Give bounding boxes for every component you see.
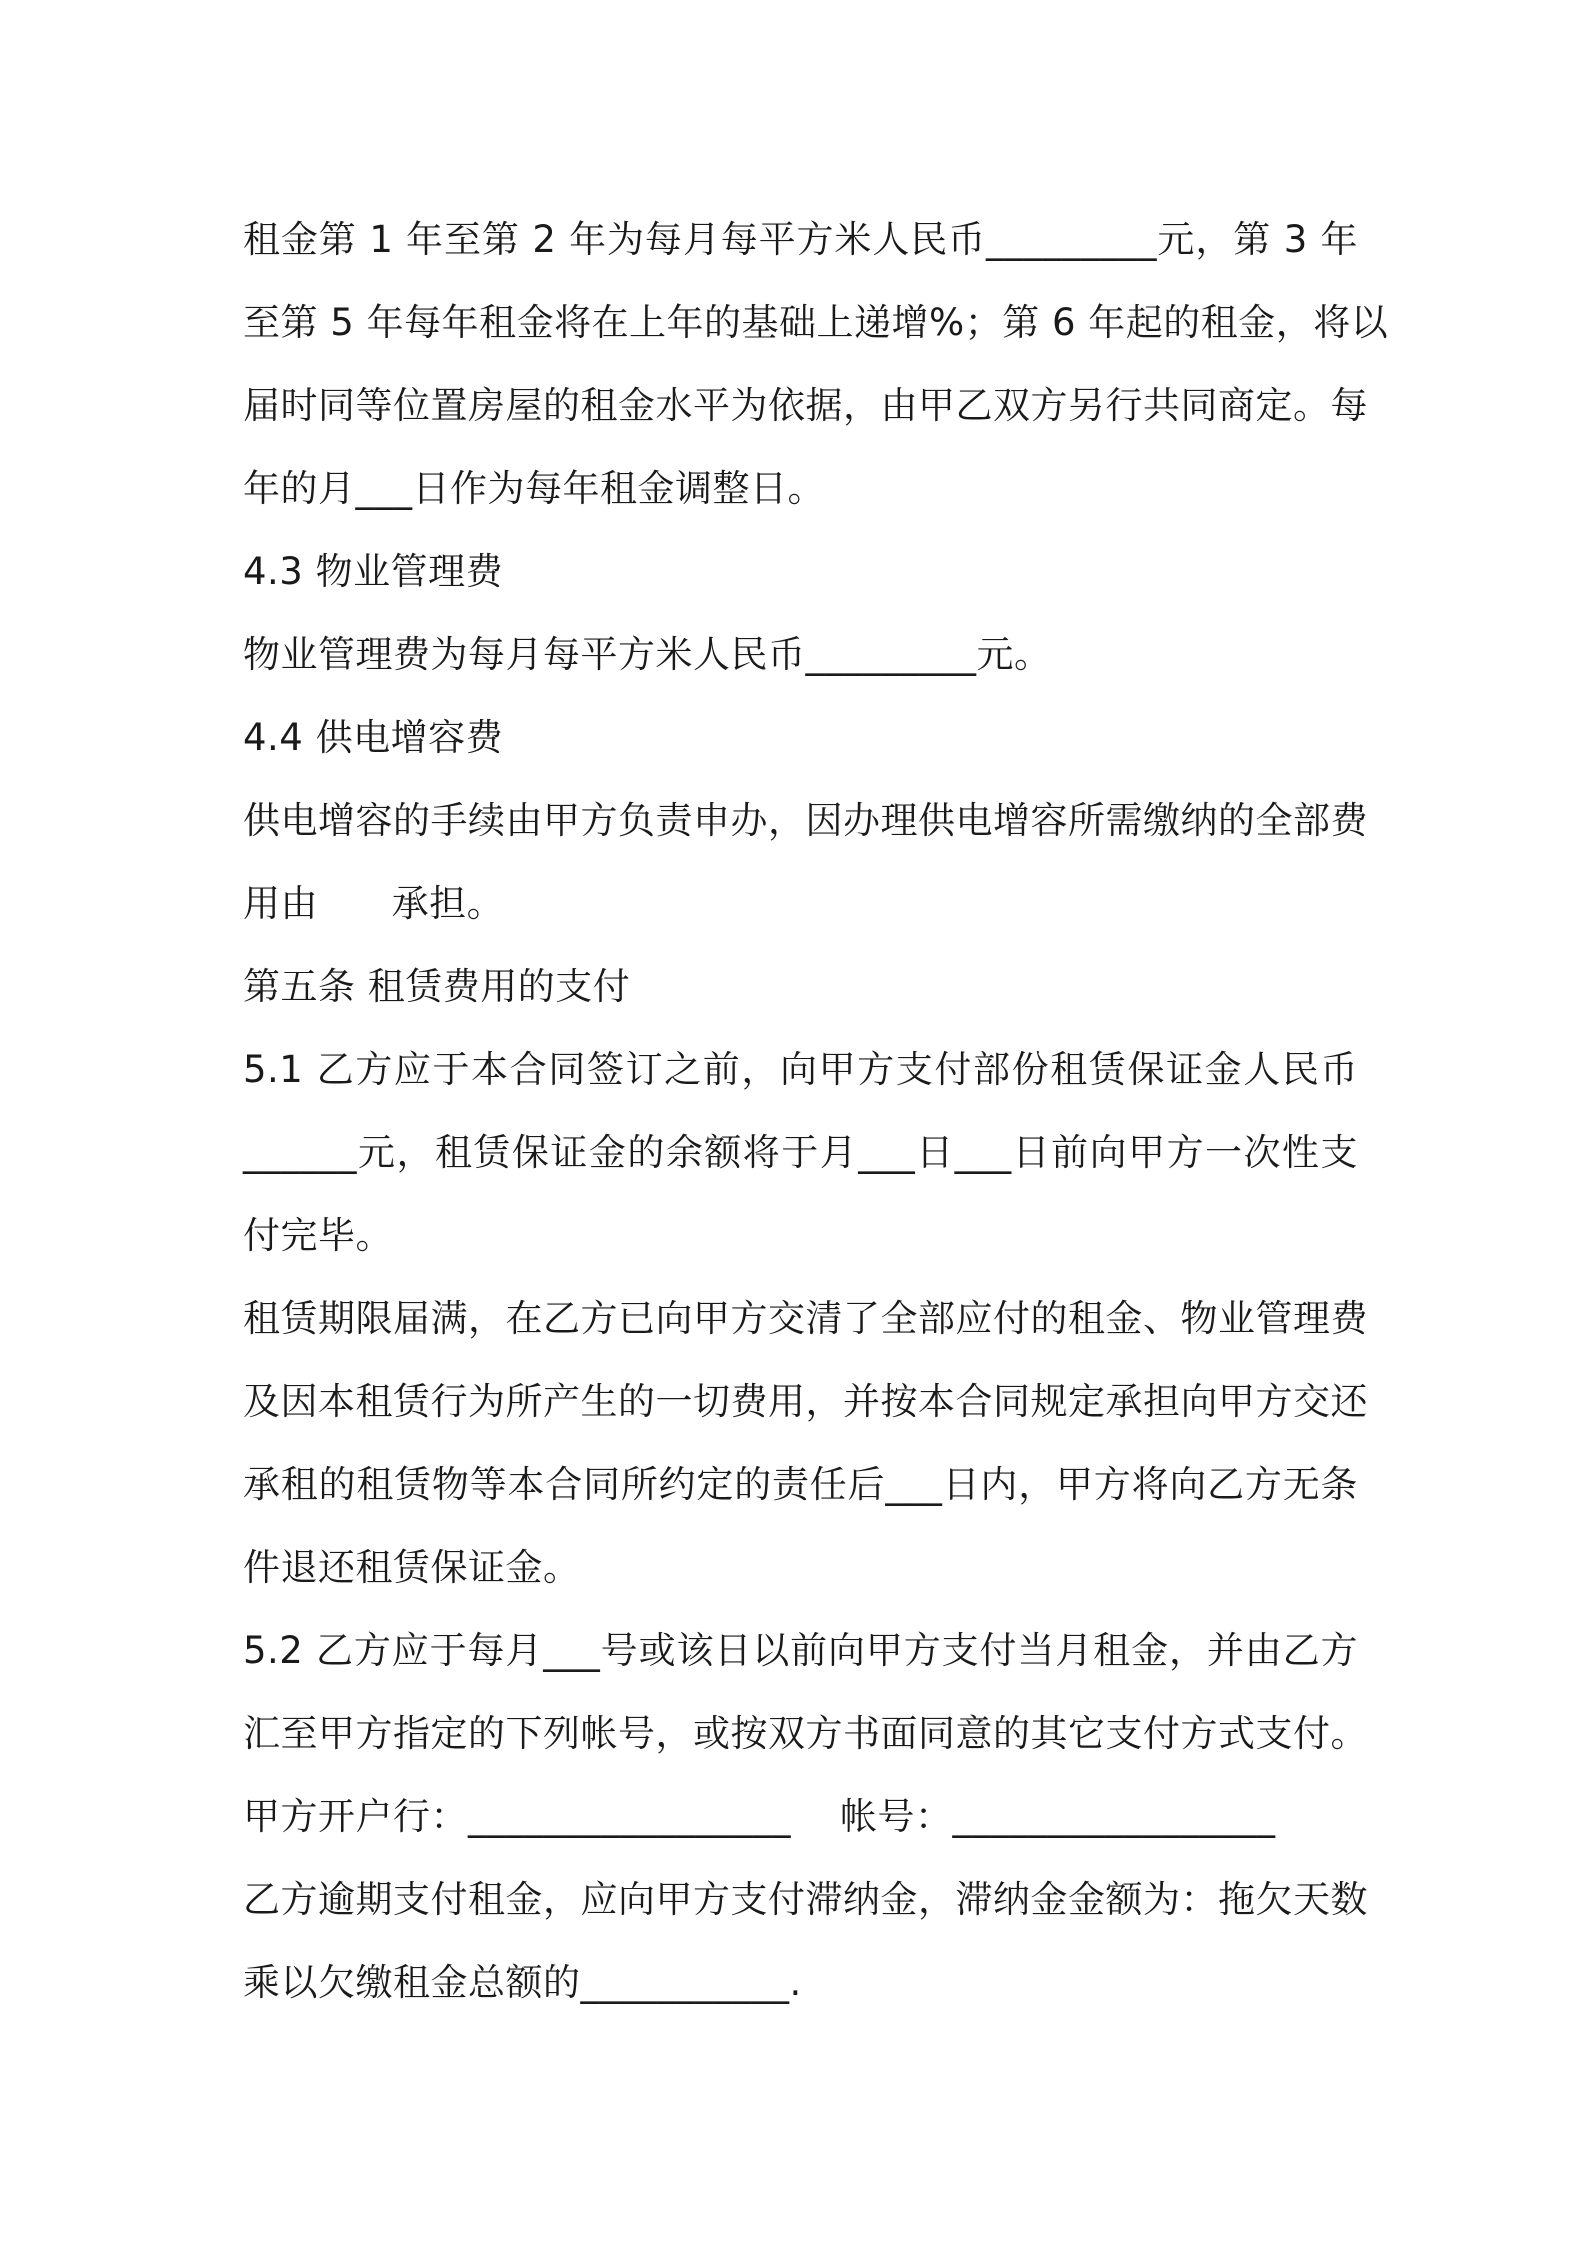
paragraph-line: 乙方逾期支付租金，应向甲方支付滞纳金，滞纳金金额为：拖欠天数: [243, 1878, 1368, 1921]
paragraph-line: 物业管理费为每月每平方米人民币_________元。: [243, 633, 1052, 676]
bank-account-line: 甲方开户行：_________________ 帐号：_________________: [243, 1795, 1276, 1838]
section-heading: 4.3 物业管理费: [243, 550, 504, 593]
paragraph-line: 用由 承担。: [243, 882, 505, 925]
paragraph-line: 届时同等位置房屋的租金水平为依据，由甲乙双方另行共同商定。每: [243, 384, 1368, 427]
paragraph-line: 件退还租赁保证金。: [243, 1546, 581, 1589]
paragraph-line: 租赁期限届满，在乙方已向甲方交清了全部应付的租金、物业管理费: [243, 1297, 1368, 1340]
paragraph-line: 年的月___日作为每年租金调整日。: [243, 467, 825, 510]
paragraph-line: 供电增容的手续由甲方负责申办，因办理供电增容所需缴纳的全部费: [243, 799, 1368, 842]
paragraph-line: 乘以欠缴租金总额的___________.: [243, 1961, 802, 2004]
paragraph-line: 5.2 乙方应于每月___号或该日以前向甲方支付当月租金，并由乙方: [243, 1629, 1358, 1672]
paragraph-line: 租金第 1 年至第 2 年为每月每平方米人民币_________元，第 3 年: [243, 218, 1358, 261]
article-heading: 第五条 租赁费用的支付: [243, 965, 631, 1008]
section-heading: 4.4 供电增容费: [243, 716, 504, 759]
paragraph-line: 5.1 乙方应于本合同签订之前，向甲方支付部份租赁保证金人民币: [243, 1048, 1358, 1091]
paragraph-line: 及因本租赁行为所产生的一切费用，并按本合同规定承担向甲方交还: [243, 1380, 1368, 1423]
document-body: [243, 198, 1389, 2024]
paragraph-line: 汇至甲方指定的下列帐号，或按双方书面同意的其它支付方式支付。: [243, 1712, 1368, 1755]
paragraph-line: 承租的租赁物等本合同所约定的责任后___日内，甲方将向乙方无条: [243, 1463, 1358, 1506]
paragraph-line: 付完毕。: [243, 1214, 393, 1257]
paragraph-line: 至第 5 年每年租金将在上年的基础上递增%；第 6 年起的租金，将以: [243, 301, 1389, 344]
paragraph-line: ______元，租赁保证金的余额将于月___日___日前向甲方一次性支: [243, 1131, 1358, 1174]
